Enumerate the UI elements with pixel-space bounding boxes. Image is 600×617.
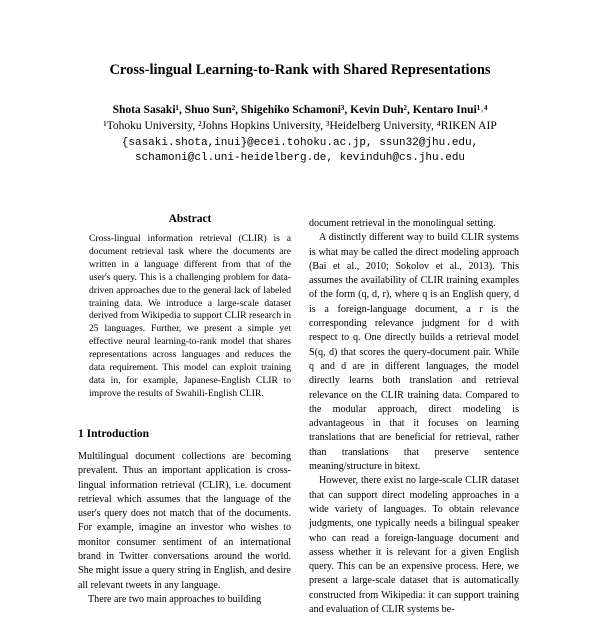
introduction-paragraph-1: Multilingual document collections are becoming prevalent. Thus an important application is cross-lingual information retrieval (CLIR), i.e. document retrieval which assumes that the language of the user's query does not match that of the documents. For example, imagine an investor who wishes to monitor consumer sentiment of an international brand in Twitter conversations around the world. She might issue a query string in English, and desire all relevant tweets in any language. [78,451,291,591]
introduction-heading: 1 Introduction [78,428,150,440]
right-column-line-1: document retrieval in the monolingual setting. [309,218,496,229]
abstract-section [89,213,291,401]
abstract-heading: Abstract [168,213,212,225]
author-list: Shota Sasaki¹, Shuo Sun², Shigehiko Schamoni³, Kevin Duh², Kentaro Inui¹˒⁴ [112,104,488,116]
email-line-1: {sasaki.shota,inui}@ecei.tohoku.ac.jp, ssun32@jhu.edu, [121,137,479,149]
right-column-paragraph-1: A distinctly different way to build CLIR systems is what may be called the direct modeling approach (Bai et al., 2010; Sokolov et al., 2013). This assumes the availability of CLIR training examples of the form (q, d, r), where q is an English query, d is a foreign-language document, a r is the corresponding relevance judgment for d with respect to q. One directly builds a retrieval model S(q, d) that scores the query-document pair. While q and d are in different languages, the model directly learns both translation and retrieval relevance on the CLIR training data. Compared to the modular approach, direct modeling is advantageous in that it focuses on learning translations that are beneficial for retrieval, rather than translations that preserve sentence meaning/structure in bitext. [309,232,519,473]
abstract-text: Cross-lingual information retrieval (CLIR) is a document retrieval task where the documents are written in a language different from that of the user's query. This is a challenging problem for data-driven approaches due to the general lack of labeled training data. We introduce a large-scale dataset derived from Wikipedia to support CLIR research in 25 languages. Further, we present a simple yet effective neural learning-to-rank model that shares representations across languages and reduces the data requirement. This model can exploit training data in, for example, Japanese-English CLIR to improve the results of Swahili-English CLIR. [89,233,291,399]
affiliation-list: ¹Tohoku University, ²Johns Hopkins University, ³Heidelberg University, ⁴RIKEN AIP [103,120,497,132]
right-column [309,217,519,617]
email-line-2: schamoni@cl.uni-heidelberg.de, kevinduh@cs.jhu.edu [134,152,466,164]
paper-title: Cross-lingual Learning-to-Rank with Shared Representations [109,62,491,78]
introduction-section [78,450,291,607]
right-column-paragraph-2: However, there exist no large-scale CLIR dataset that can support direct modeling approaches in a wide variety of languages. To obtain relevance judgments, one typically needs a bilingual speaker who can read a foreign-language document and assess whether it is relevant for a given English query. This can be an expensive process. Here, we present a large-scale dataset that is automatically constructed from Wikipedia: it can support training and evaluation of CLIR systems be- [309,475,519,616]
introduction-paragraph-2: There are two main approaches to building [88,593,262,605]
